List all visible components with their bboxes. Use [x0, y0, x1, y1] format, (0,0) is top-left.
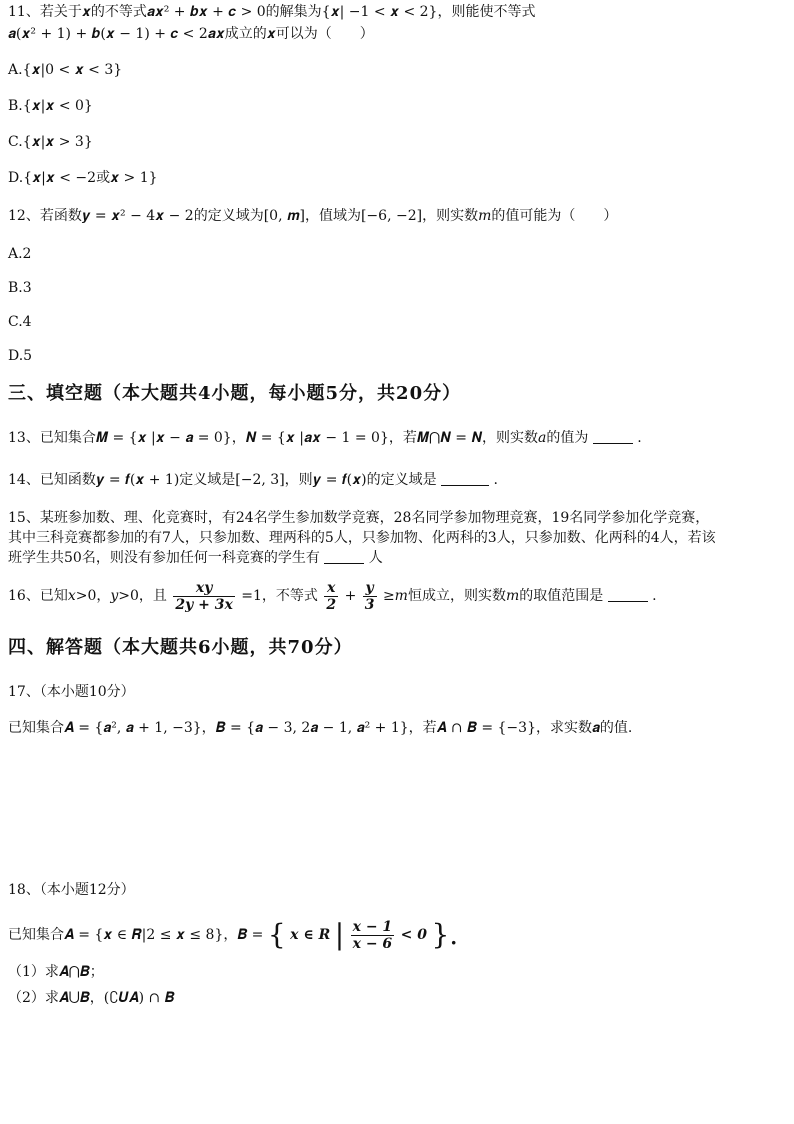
q17-text: 已知集合𝑨 = {𝒂², 𝒂 + 1, −3}，𝑩 = {𝒂 − 3, 2𝒂 − 1, 𝒂² + 1}，若𝑨 ∩ 𝑩 = {−3}，求实数𝒂的值.	[8, 720, 633, 736]
q16-plus: +	[344, 588, 357, 604]
q11-line1: 11、若关于𝒙的不等式𝒂𝒙² + 𝒃𝒙 + 𝒄 > 0的解集为{𝒙| −1 < 𝒙 < 2}，则能使不等式	[8, 4, 536, 20]
q18-header: 18、（本小题12分）	[8, 882, 135, 898]
q12-option-d: D.5	[8, 348, 33, 364]
q12-option-c: C.4	[8, 314, 32, 330]
q18-statement	[8, 916, 458, 954]
q15-line3	[8, 548, 383, 568]
q13-blank	[593, 429, 633, 444]
q18-prefix: 已知集合𝑨 = {𝒙 ∈ 𝑹|2 ≤ 𝒙 ≤ 8}，𝑩 =	[8, 927, 264, 943]
q16-fraction-3	[363, 580, 377, 613]
q16-prefix: 16、已知𝑥>0，𝑦>0，且	[8, 588, 167, 604]
section3-heading: 三、填空题（本大题共4小题，每小题5分，共20分）	[8, 383, 462, 404]
q15-line3-text: 班学生共50名，则没有参加任何一科竞赛的学生有	[8, 550, 320, 566]
q16-frac1-den: 2𝒚 + 3𝒙	[175, 596, 233, 613]
q15-line1: 15、某班参加数、理、化竞赛时，有24名学生参加数学竞赛，28名同学参加物理竞赛，19名同学参加化学竞赛，	[8, 510, 710, 526]
q14-text: 14、已知函数𝒚 = 𝒇(𝒙 + 1)定义域是[−2, 3]，则𝒚 = 𝒇(𝒙)的定义域是	[8, 472, 437, 488]
q14-blank	[441, 471, 489, 486]
q16-frac2-den: 2	[326, 596, 337, 613]
q14	[8, 470, 498, 490]
q18-set-var: 𝒙 ∈ 𝑹	[290, 927, 331, 943]
q16-fraction-2	[324, 580, 338, 613]
q13-end: .	[637, 430, 642, 446]
q15-blank	[324, 549, 364, 564]
q18-part1: （1）求𝑨⋂𝑩；	[8, 964, 104, 980]
q15-line2: 其中三科竞赛都参加的有7人，只参加数、理两科的5人，只参加物、化两科的3人，只参加数、化两科的4人，若该	[8, 530, 716, 546]
q16-frac3-den: 3	[364, 596, 375, 613]
q17-header: 17、（本小题10分）	[8, 684, 135, 700]
section4-heading: 四、解答题（本大题共6小题，共70分）	[8, 637, 353, 658]
q12-line1: 12、若函数𝒚 = 𝒙² − 4𝒙 − 2的定义域为[0, 𝒎]，值域为[−6, −2]，则实数𝑚的值可能为（ ）	[8, 208, 618, 224]
q16-fraction-1	[173, 580, 234, 613]
q16-frac2-num: 𝒙	[324, 580, 338, 597]
q15-end: 人	[368, 550, 383, 566]
q16-frac1-num: 𝒙𝒚	[173, 580, 234, 597]
q11-option-d: D.{𝒙|𝒙 < −2或𝒙 > 1}	[8, 170, 158, 186]
q13	[8, 428, 642, 448]
q18-cond: < 0	[400, 927, 427, 943]
q18-part2: （2）求𝑨⋃𝑩，(∁𝑼𝑨) ∩ 𝑩	[8, 990, 175, 1006]
q11-option-a: A.{𝒙|0 < 𝒙 < 3}	[8, 62, 123, 78]
q16-suffix: ≥𝑚恒成立，则实数𝑚的取值范围是	[382, 588, 604, 604]
q16-frac3-num: 𝒚	[363, 580, 377, 597]
q16-blank	[608, 587, 648, 602]
q18-set-bar: |	[334, 918, 345, 951]
q12-option-a: A.2	[8, 246, 32, 262]
q18-set-open: {	[267, 918, 286, 951]
q18-frac-den: 𝒙 − 6	[352, 935, 393, 952]
q11-line2: 𝒂(𝒙² + 1) + 𝒃(𝒙 − 1) + 𝒄 < 2𝒂𝒙成立的𝒙可以为（ ）	[8, 26, 374, 42]
q18-fraction	[351, 919, 395, 952]
q11-option-c: C.{𝒙|𝒙 > 3}	[8, 134, 93, 150]
q18-frac-num: 𝒙 − 1	[352, 918, 393, 935]
q13-text: 13、已知集合𝑴 = {𝒙 |𝒙 − 𝒂 = 0}，𝑵 = {𝒙 |𝒂𝒙 − 1 = 0}，若𝑴⋂𝑵 = 𝑵，则实数𝑎的值为	[8, 430, 589, 446]
q18-set-close: }.	[431, 918, 459, 951]
q16-end: .	[652, 588, 657, 604]
q11-option-b: B.{𝒙|𝒙 < 0}	[8, 98, 93, 114]
q16-mid: =1，不等式	[241, 588, 318, 604]
q14-end: .	[493, 472, 498, 488]
q12-option-b: B.3	[8, 280, 32, 296]
q16	[8, 578, 657, 614]
